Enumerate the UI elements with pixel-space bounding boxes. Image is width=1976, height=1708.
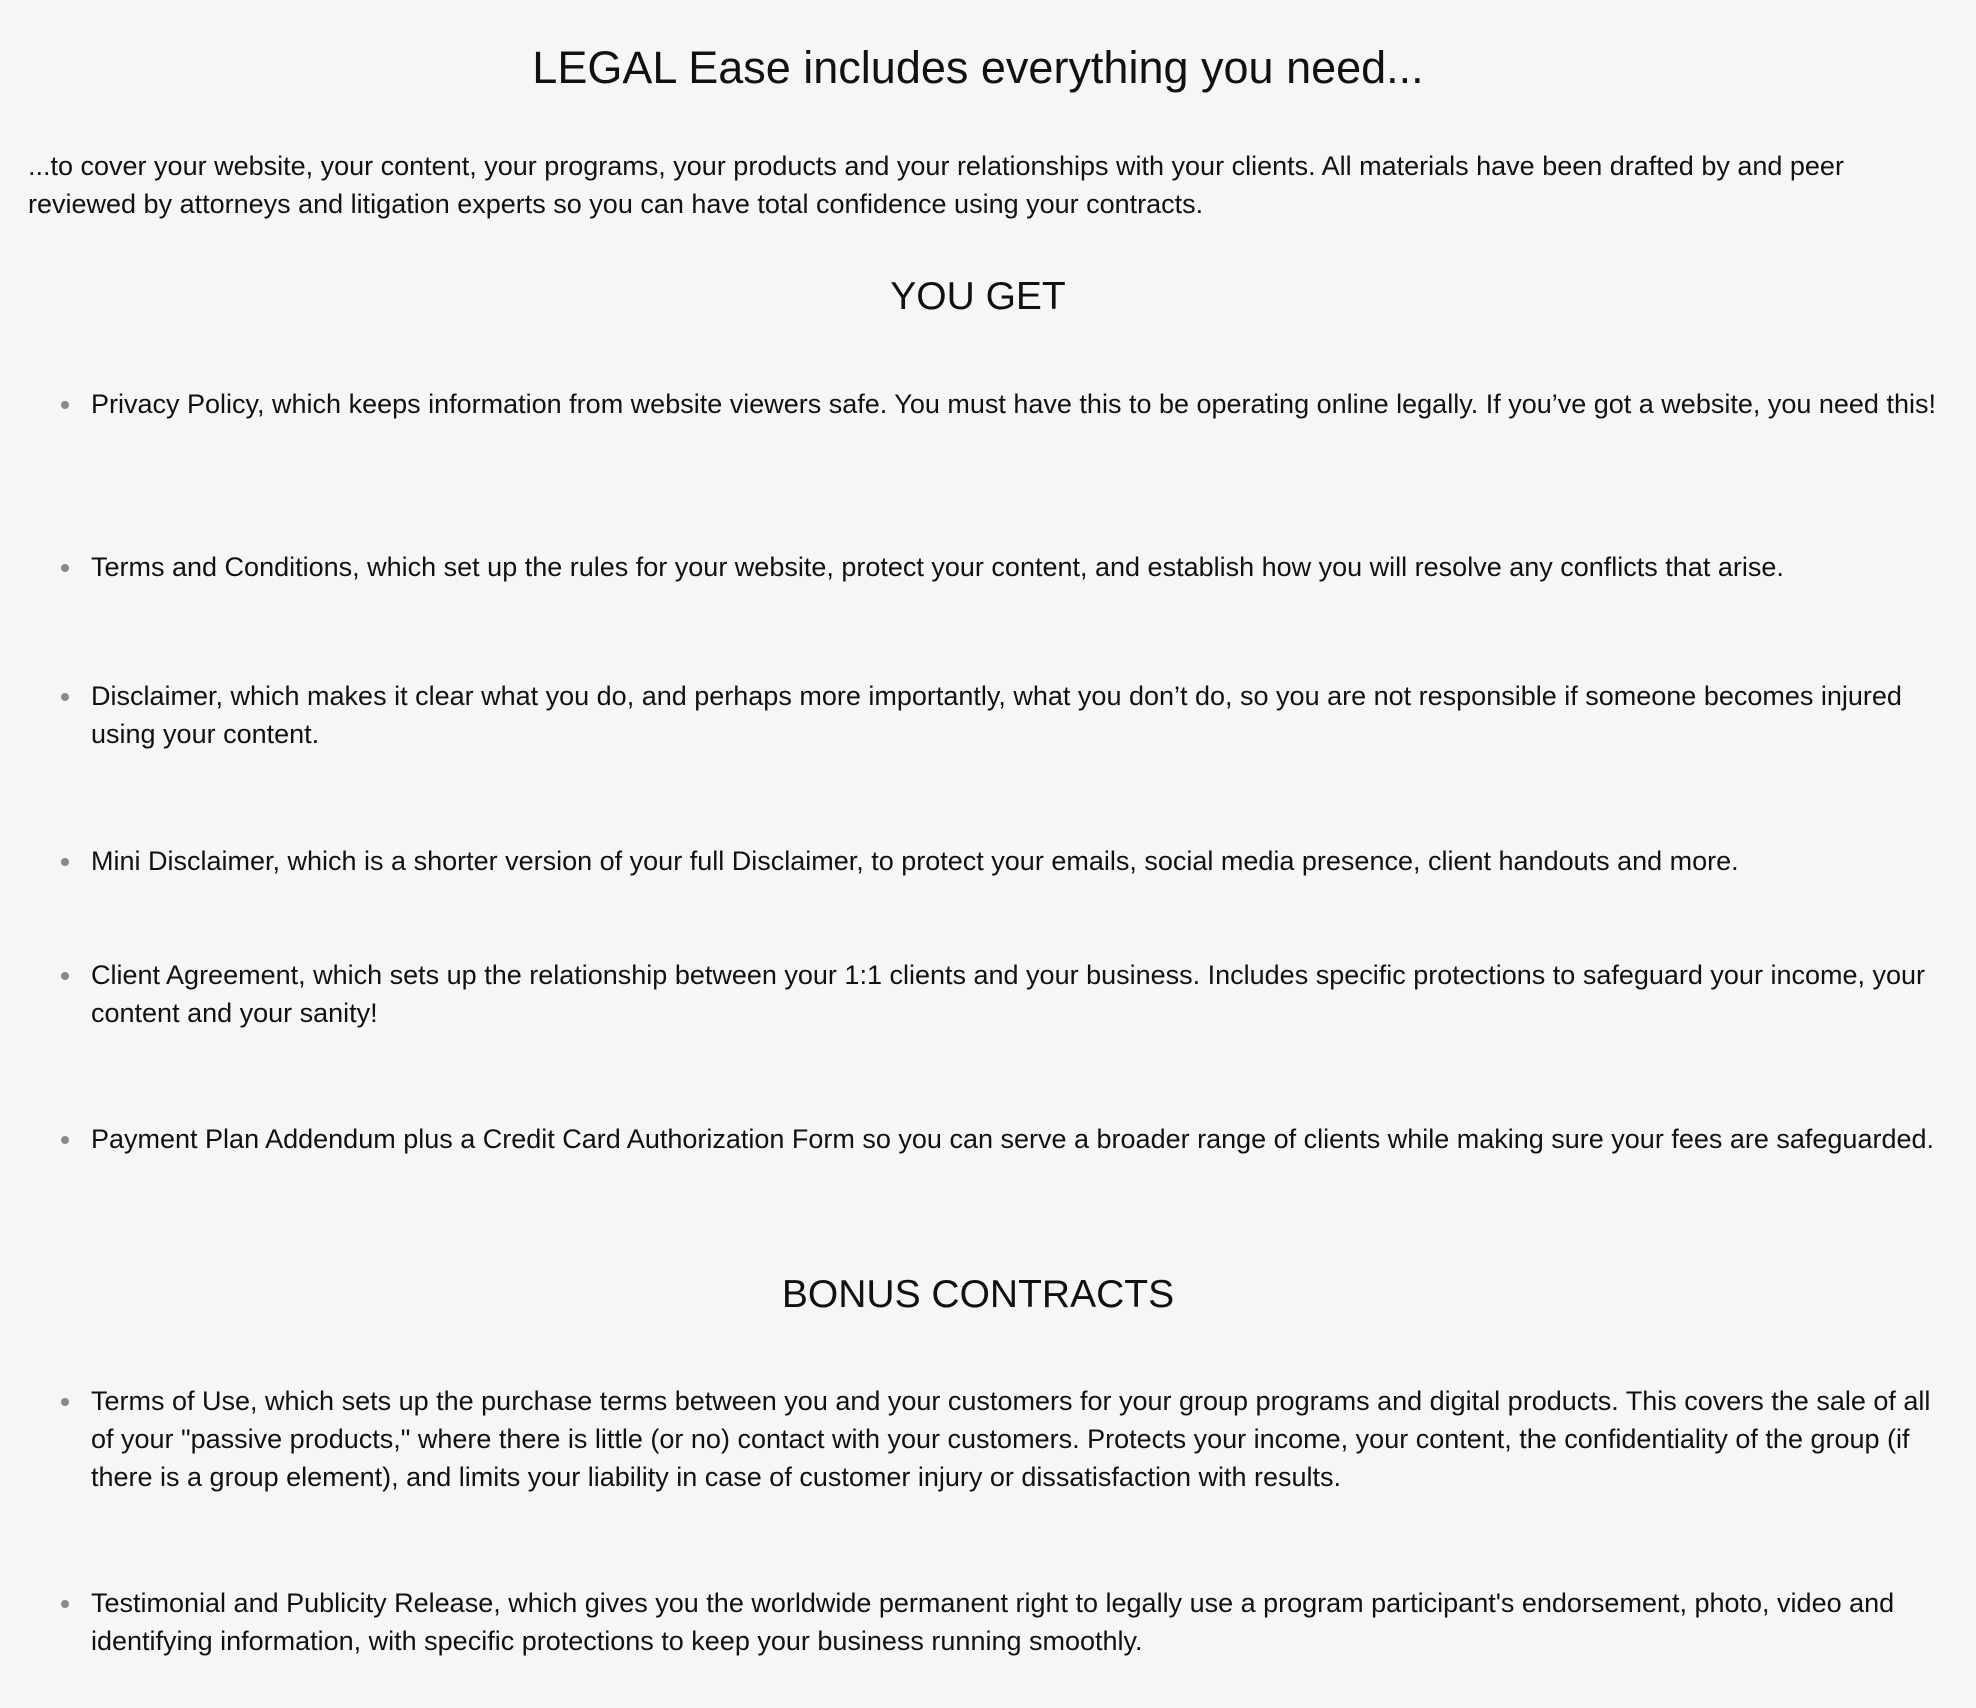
list-item-text: Payment Plan Addendum plus a Credit Card Authorization Form so you can serve a broader range of clients while making sure your fees are safeguarded.	[91, 1124, 1935, 1154]
bullet-icon	[61, 858, 69, 866]
list-item-text: Testimonial and Publicity Release, which gives you the worldwide permanent right to legally use a program participant's endorsement, photo, video and identifying information, with specific protections to keep your business running smoothly.	[91, 1588, 1895, 1656]
page-title: LEGAL Ease includes everything you need...	[532, 42, 1424, 93]
list-item-text: Terms of Use, which sets up the purchase terms between you and your customers for your group programs and digital products. This covers the sale of all of your "passive products," where there is little (or no) contact with your customers. Protects your income, your content, the confidentiality of the group (if there is a group element), and limits your liability in case of customer injury or dissatisfaction with results.	[91, 1386, 1931, 1492]
you-get-heading: YOU GET	[890, 275, 1066, 318]
intro-paragraph: ...to cover your website, your content, your programs, your products and your relationships with your clients. All materials have been drafted by and peer reviewed by attorneys and litigation experts so you can have total confidence using your contracts.	[28, 151, 1844, 219]
list-item-text: Client Agreement, which sets up the relationship between your 1:1 clients and your business. Includes specific protections to safeguard your income, your content and your sanity!	[91, 960, 1926, 1028]
bullet-icon	[61, 1136, 69, 1144]
bullet-icon	[61, 1398, 69, 1406]
bullet-icon	[61, 693, 69, 701]
bullet-icon	[61, 401, 69, 409]
bullet-icon	[61, 1600, 69, 1608]
list-item-text: Terms and Conditions, which set up the rules for your website, protect your content, and establish how you will resolve any conflicts that arise.	[91, 552, 1784, 582]
list-item-text: Privacy Policy, which keeps information from website viewers safe. You must have this to be operating online legally. If you’ve got a website, you need this!	[91, 389, 1936, 419]
list-item-text: Disclaimer, which makes it clear what you do, and perhaps more importantly, what you don’t do, so you are not responsible if someone becomes injured using your content.	[91, 681, 1902, 749]
list-item-text: Mini Disclaimer, which is a shorter version of your full Disclaimer, to protect your emails, social media presence, client handouts and more.	[91, 846, 1739, 876]
bonus-contracts-heading: BONUS CONTRACTS	[781, 1273, 1175, 1316]
bullet-icon	[61, 972, 69, 980]
bullet-icon	[61, 564, 69, 572]
